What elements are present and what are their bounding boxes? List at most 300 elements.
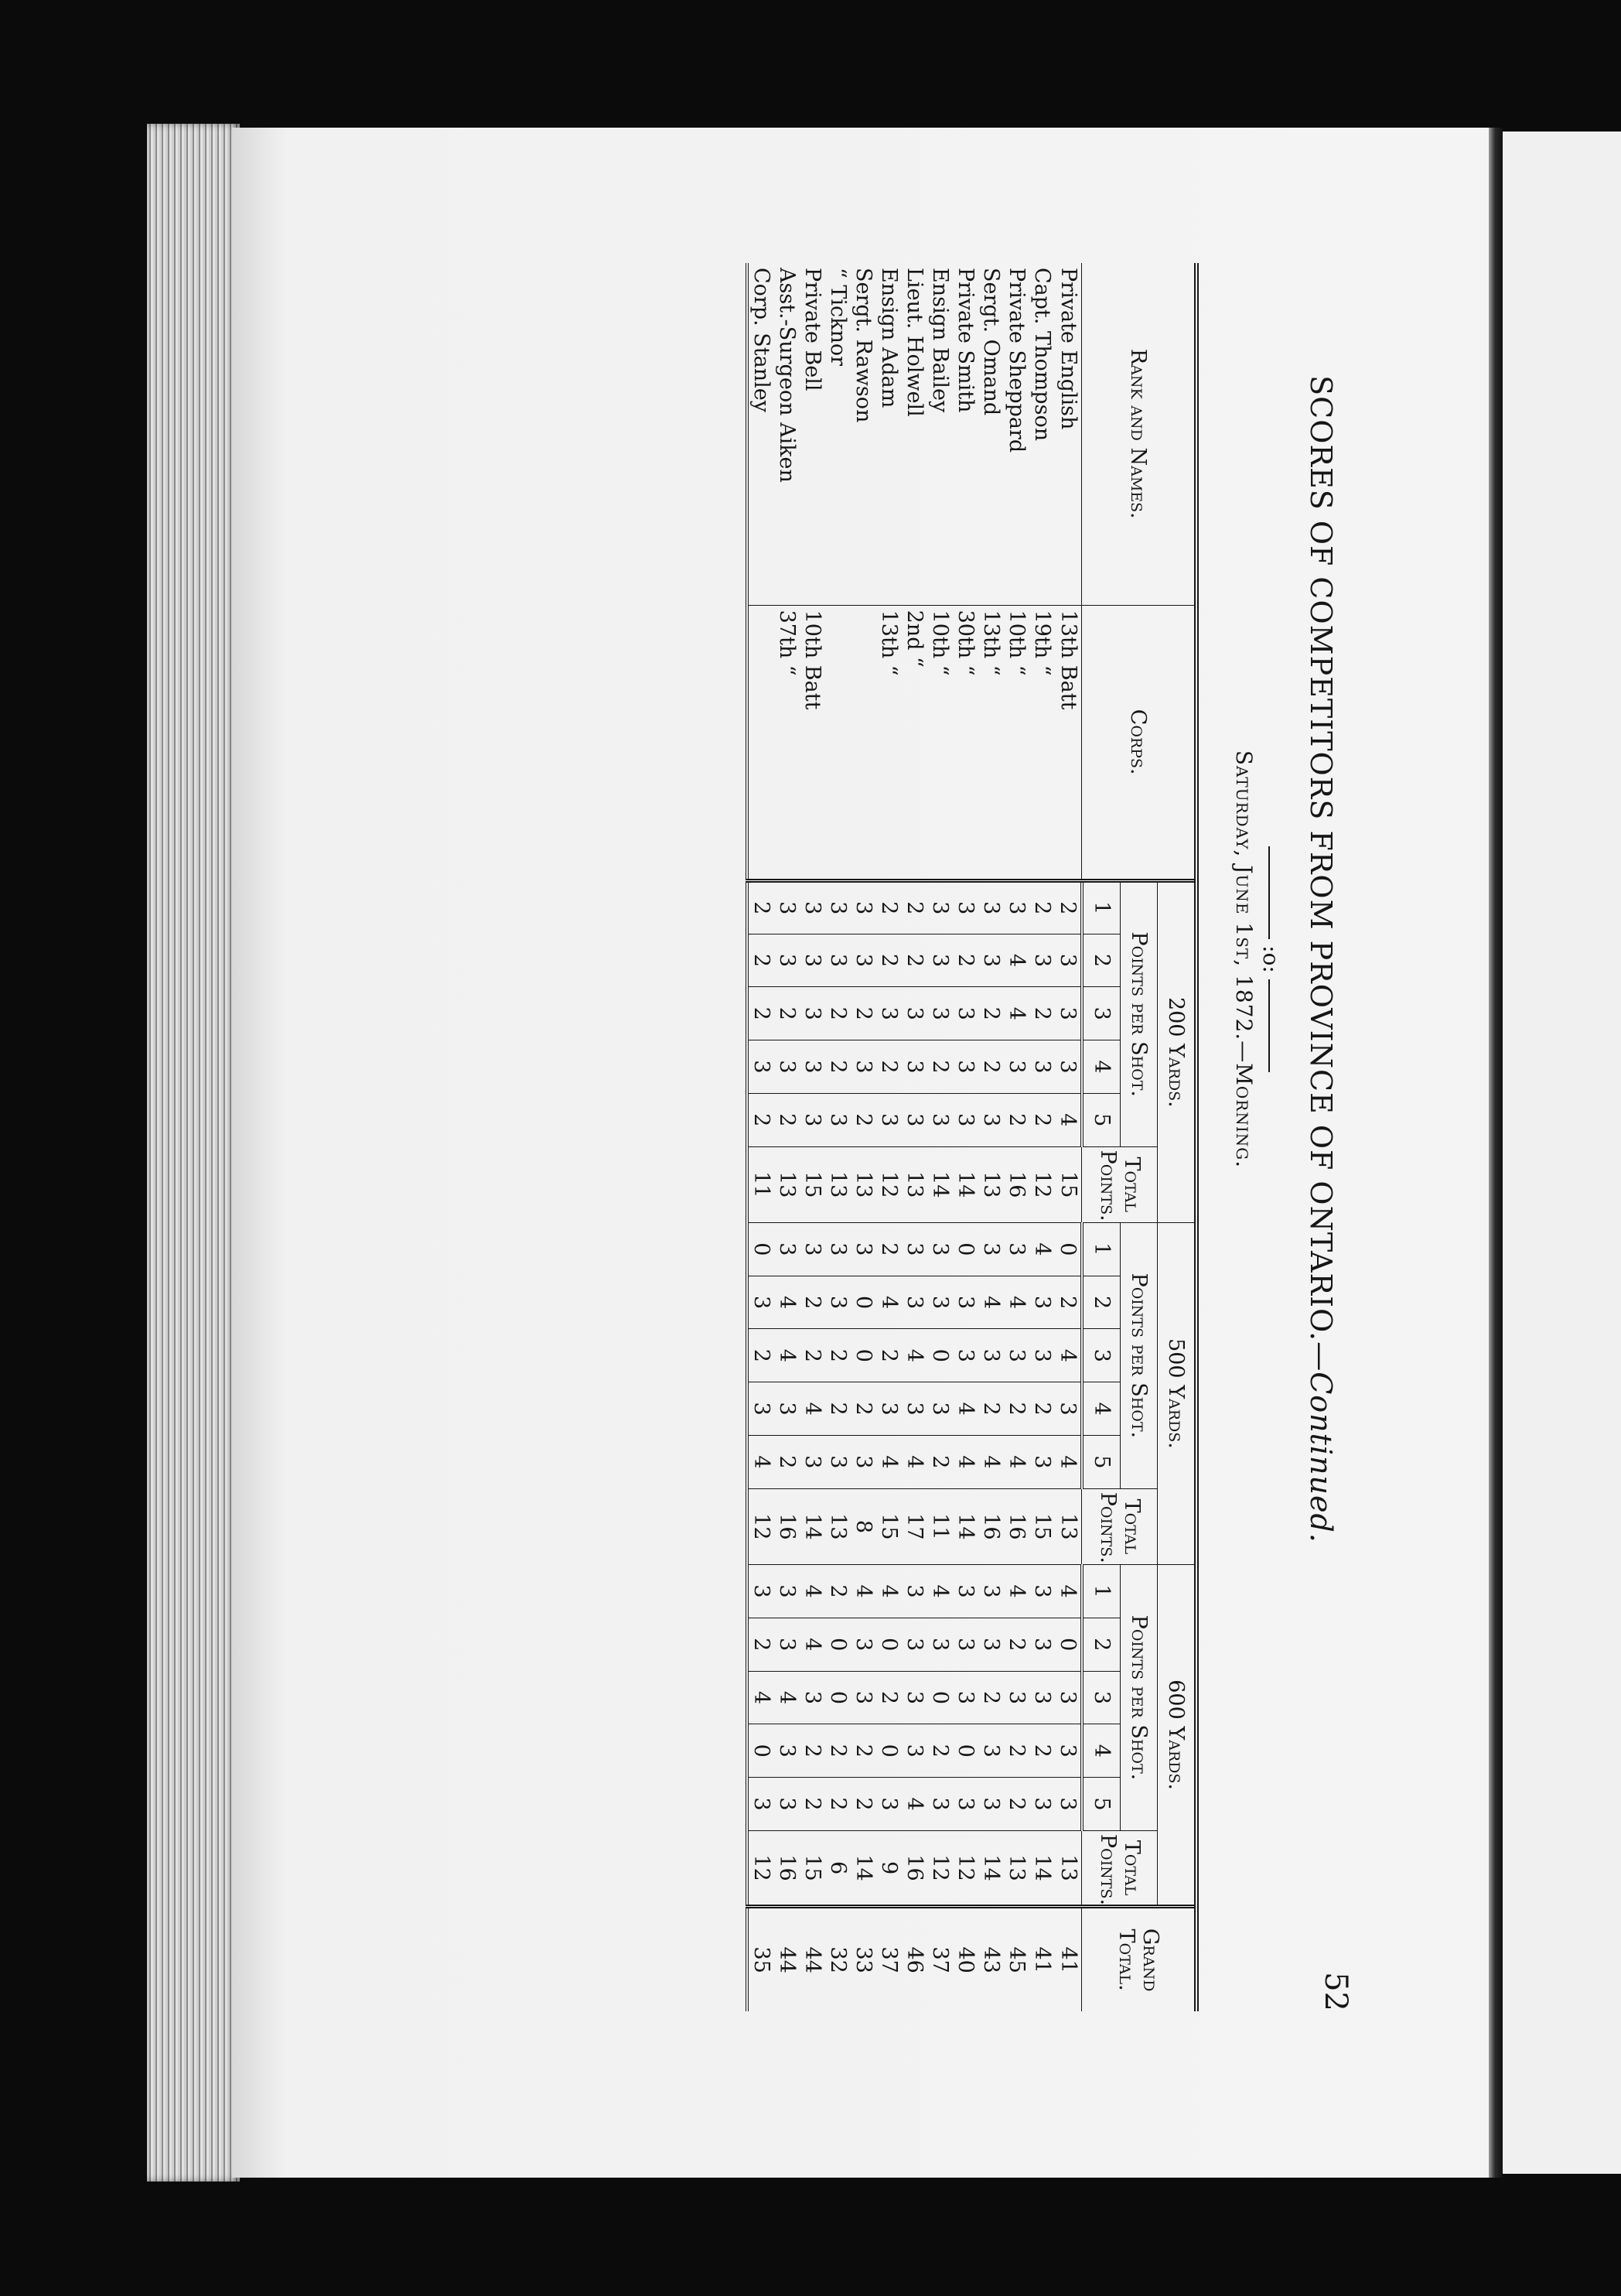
score-600-shot: 3 bbox=[774, 1565, 800, 1618]
table-row bbox=[774, 263, 800, 2011]
total-500: 8 bbox=[851, 1488, 876, 1564]
book-page-edges bbox=[147, 124, 240, 2182]
table-row bbox=[1004, 263, 1029, 2011]
score-200-shot: 4 bbox=[1004, 934, 1029, 987]
grand-total: 37 bbox=[927, 1907, 953, 2011]
score-500-shot: 4 bbox=[953, 1436, 978, 1489]
total-600: 12 bbox=[747, 1830, 774, 1906]
grand-total: 41 bbox=[1055, 1907, 1082, 2011]
score-500-shot: 2 bbox=[825, 1382, 851, 1436]
divider-mark: :o: bbox=[1258, 945, 1284, 973]
score-600-shot: 3 bbox=[851, 1618, 876, 1671]
competitor-name: Capt. Thompson bbox=[1030, 268, 1054, 442]
total-600: 16 bbox=[774, 1830, 800, 1906]
score-600-shot: 2 bbox=[1004, 1618, 1029, 1671]
score-600-shot: 3 bbox=[927, 1778, 953, 1831]
score-500-shot: 4 bbox=[876, 1436, 902, 1489]
competitor-corps: 13th Batt bbox=[1055, 605, 1082, 880]
score-500-shot: 0 bbox=[851, 1276, 876, 1329]
total-500: 11 bbox=[927, 1488, 953, 1564]
score-500-shot: 3 bbox=[747, 1382, 774, 1436]
total-200: 15 bbox=[1055, 1146, 1082, 1222]
score-600-shot: 3 bbox=[1055, 1724, 1082, 1778]
score-200-shot: 3 bbox=[1029, 934, 1055, 987]
total-500: 15 bbox=[876, 1488, 902, 1564]
shot-number-header: 5 bbox=[1082, 1093, 1121, 1146]
score-500-shot: 4 bbox=[1055, 1436, 1082, 1489]
total-500: 14 bbox=[953, 1488, 978, 1564]
competitor-corps bbox=[851, 605, 876, 880]
score-500-shot: 3 bbox=[927, 1222, 953, 1276]
score-500-shot: 4 bbox=[978, 1436, 1004, 1489]
shot-number-header: 2 bbox=[1082, 1276, 1121, 1329]
score-200-shot: 3 bbox=[825, 1093, 851, 1146]
shot-number-header: 5 bbox=[1082, 1436, 1121, 1489]
score-200-shot: 3 bbox=[1004, 880, 1029, 934]
score-600-shot: 3 bbox=[953, 1565, 978, 1618]
score-200-shot: 3 bbox=[825, 880, 851, 934]
total-500: 17 bbox=[902, 1488, 927, 1564]
score-200-shot: 3 bbox=[902, 1093, 927, 1146]
total-200: 11 bbox=[747, 1146, 774, 1222]
competitor-corps: 2nd “ bbox=[902, 605, 927, 880]
score-500-shot: 2 bbox=[747, 1329, 774, 1382]
total-600: 13 bbox=[1055, 1830, 1082, 1906]
score-200-shot: 2 bbox=[1055, 880, 1082, 934]
competitor-corps: 13th “ bbox=[978, 605, 1004, 880]
total-500: 13 bbox=[825, 1488, 851, 1564]
score-600-shot: 4 bbox=[851, 1565, 876, 1618]
score-600-shot: 4 bbox=[1004, 1565, 1029, 1618]
score-500-shot: 0 bbox=[953, 1222, 978, 1276]
score-600-shot: 2 bbox=[800, 1724, 825, 1778]
competitor-corps: 30th “ bbox=[953, 605, 978, 880]
score-200-shot: 3 bbox=[978, 880, 1004, 934]
title-text: SCORES OF COMPETITORS FROM PROVINCE OF ONTARIO. bbox=[1304, 375, 1338, 1342]
header-600-points-per-shot: Points per Shot. bbox=[1121, 1565, 1158, 1831]
score-500-shot: 2 bbox=[927, 1436, 953, 1489]
score-500-shot: 3 bbox=[825, 1436, 851, 1489]
score-200-shot: 2 bbox=[927, 1040, 953, 1094]
shot-number-header: 2 bbox=[1082, 1618, 1121, 1671]
header-200-points-per-shot: Points per Shot. bbox=[1121, 880, 1158, 1146]
score-600-shot: 4 bbox=[927, 1565, 953, 1618]
score-200-shot: 3 bbox=[927, 987, 953, 1040]
grand-total: 35 bbox=[747, 1907, 774, 2011]
score-500-shot: 3 bbox=[851, 1436, 876, 1489]
total-500: 13 bbox=[1055, 1488, 1082, 1564]
competitor-name: Ensign Adam bbox=[877, 268, 901, 408]
score-200-shot: 2 bbox=[978, 1040, 1004, 1094]
score-600-shot: 2 bbox=[851, 1778, 876, 1831]
score-600-shot: 3 bbox=[1004, 1671, 1029, 1724]
total-200: 13 bbox=[902, 1146, 927, 1222]
score-500-shot: 3 bbox=[1055, 1382, 1082, 1436]
shot-number-header: 3 bbox=[1082, 1329, 1121, 1382]
shot-number-header: 4 bbox=[1082, 1040, 1121, 1094]
grand-total: 32 bbox=[825, 1907, 851, 2011]
score-200-shot: 3 bbox=[851, 1040, 876, 1094]
score-500-shot: 0 bbox=[1055, 1222, 1082, 1276]
total-200: 13 bbox=[774, 1146, 800, 1222]
score-200-shot: 3 bbox=[1004, 1040, 1029, 1094]
score-500-shot: 2 bbox=[1004, 1382, 1029, 1436]
total-600: 16 bbox=[902, 1830, 927, 1906]
score-500-shot: 2 bbox=[774, 1436, 800, 1489]
header-200-yards: 200 Yards. bbox=[1158, 880, 1197, 1222]
score-500-shot: 3 bbox=[800, 1436, 825, 1489]
competitor-corps: 13th “ bbox=[876, 605, 902, 880]
score-600-shot: 0 bbox=[876, 1724, 902, 1778]
shot-number-header: 2 bbox=[1082, 934, 1121, 987]
total-500: 16 bbox=[978, 1488, 1004, 1564]
score-500-shot: 3 bbox=[902, 1382, 927, 1436]
shot-number-header: 1 bbox=[1082, 1222, 1121, 1276]
score-200-shot: 2 bbox=[747, 880, 774, 934]
score-200-shot: 3 bbox=[953, 1093, 978, 1146]
total-200: 14 bbox=[953, 1146, 978, 1222]
score-200-shot: 3 bbox=[800, 880, 825, 934]
score-200-shot: 3 bbox=[902, 1040, 927, 1094]
total-200: 16 bbox=[1004, 1146, 1029, 1222]
score-200-shot: 3 bbox=[1055, 1040, 1082, 1094]
score-500-shot: 3 bbox=[1029, 1436, 1055, 1489]
header-corps: Corps. bbox=[1082, 605, 1196, 880]
score-200-shot: 3 bbox=[800, 1093, 825, 1146]
header-grand-total: Grand Total. bbox=[1082, 1907, 1196, 2011]
total-600: 15 bbox=[800, 1830, 825, 1906]
score-600-shot: 4 bbox=[747, 1671, 774, 1724]
score-500-shot: 3 bbox=[953, 1329, 978, 1382]
score-600-shot: 3 bbox=[978, 1565, 1004, 1618]
score-500-shot: 4 bbox=[747, 1436, 774, 1489]
total-200: 13 bbox=[978, 1146, 1004, 1222]
score-600-shot: 0 bbox=[953, 1724, 978, 1778]
score-200-shot: 3 bbox=[953, 880, 978, 934]
score-600-shot: 2 bbox=[800, 1778, 825, 1831]
score-200-shot: 3 bbox=[851, 880, 876, 934]
score-600-shot: 3 bbox=[1055, 1671, 1082, 1724]
total-500: 16 bbox=[1004, 1488, 1029, 1564]
table-row bbox=[978, 263, 1004, 2011]
total-600: 9 bbox=[876, 1830, 902, 1906]
shot-number-header: 4 bbox=[1082, 1382, 1121, 1436]
score-500-shot: 2 bbox=[876, 1329, 902, 1382]
score-200-shot: 2 bbox=[902, 934, 927, 987]
score-200-shot: 3 bbox=[851, 934, 876, 987]
score-200-shot: 2 bbox=[1029, 880, 1055, 934]
total-600: 14 bbox=[978, 1830, 1004, 1906]
competitor-corps: 19th “ bbox=[1029, 605, 1055, 880]
score-200-shot: 2 bbox=[876, 934, 902, 987]
score-200-shot: 3 bbox=[825, 934, 851, 987]
score-200-shot: 2 bbox=[851, 1093, 876, 1146]
header-500-points-per-shot: Points per Shot. bbox=[1121, 1222, 1158, 1488]
competitor-name: Private English bbox=[1056, 268, 1080, 430]
header-rank-names: Rank and Names. bbox=[1082, 263, 1196, 605]
score-600-shot: 4 bbox=[902, 1778, 927, 1831]
grand-total: 45 bbox=[1004, 1907, 1029, 2011]
table-row bbox=[1029, 263, 1055, 2011]
score-200-shot: 3 bbox=[800, 987, 825, 1040]
score-500-shot: 4 bbox=[876, 1276, 902, 1329]
shot-number-header: 3 bbox=[1082, 987, 1121, 1040]
header-500-yards: 500 Yards. bbox=[1158, 1222, 1197, 1564]
score-200-shot: 3 bbox=[1029, 1040, 1055, 1094]
score-200-shot: 3 bbox=[747, 1040, 774, 1094]
score-500-shot: 3 bbox=[825, 1222, 851, 1276]
competitor-name: Lieut. Holwell bbox=[903, 268, 927, 417]
scores-table bbox=[746, 263, 1199, 2011]
score-600-shot: 3 bbox=[800, 1671, 825, 1724]
table-row bbox=[825, 263, 851, 2011]
grand-total: 37 bbox=[876, 1907, 902, 2011]
table-row bbox=[800, 263, 825, 2011]
score-600-shot: 3 bbox=[953, 1778, 978, 1831]
shot-number-header: 3 bbox=[1082, 1671, 1121, 1724]
title-divider bbox=[1258, 263, 1284, 1655]
score-200-shot: 2 bbox=[825, 1040, 851, 1094]
score-600-shot: 3 bbox=[927, 1618, 953, 1671]
score-500-shot: 3 bbox=[902, 1276, 927, 1329]
score-600-shot: 3 bbox=[851, 1671, 876, 1724]
total-600: 6 bbox=[825, 1830, 851, 1906]
score-200-shot: 2 bbox=[876, 1040, 902, 1094]
score-200-shot: 3 bbox=[978, 1093, 1004, 1146]
score-500-shot: 3 bbox=[902, 1222, 927, 1276]
total-200: 12 bbox=[876, 1146, 902, 1222]
total-200: 13 bbox=[825, 1146, 851, 1222]
score-500-shot: 3 bbox=[1029, 1329, 1055, 1382]
score-500-shot: 0 bbox=[747, 1222, 774, 1276]
shot-number-header: 1 bbox=[1082, 1565, 1121, 1618]
score-500-shot: 3 bbox=[1029, 1276, 1055, 1329]
score-600-shot: 0 bbox=[747, 1724, 774, 1778]
score-600-shot: 0 bbox=[927, 1671, 953, 1724]
competitor-corps: 37th “ bbox=[774, 605, 800, 880]
score-200-shot: 2 bbox=[1004, 1093, 1029, 1146]
score-200-shot: 3 bbox=[927, 1093, 953, 1146]
score-600-shot: 0 bbox=[1055, 1618, 1082, 1671]
book-gutter bbox=[1489, 128, 1503, 2178]
score-500-shot: 2 bbox=[978, 1382, 1004, 1436]
score-200-shot: 3 bbox=[800, 1040, 825, 1094]
score-600-shot: 3 bbox=[1029, 1618, 1055, 1671]
grand-total: 43 bbox=[978, 1907, 1004, 2011]
score-200-shot: 2 bbox=[825, 987, 851, 1040]
score-600-shot: 3 bbox=[774, 1724, 800, 1778]
score-500-shot: 2 bbox=[800, 1329, 825, 1382]
grand-total: 33 bbox=[851, 1907, 876, 2011]
shot-number-header: 5 bbox=[1082, 1778, 1121, 1831]
score-600-shot: 3 bbox=[774, 1618, 800, 1671]
score-500-shot: 3 bbox=[978, 1329, 1004, 1382]
score-500-shot: 4 bbox=[902, 1436, 927, 1489]
score-600-shot: 2 bbox=[978, 1671, 1004, 1724]
score-200-shot: 2 bbox=[953, 934, 978, 987]
header-200-total-points: Total Points. bbox=[1082, 1146, 1158, 1222]
score-200-shot: 2 bbox=[774, 1093, 800, 1146]
total-600: 12 bbox=[953, 1830, 978, 1906]
competitor-name: Sergt. Omand bbox=[979, 268, 1003, 416]
score-600-shot: 3 bbox=[1055, 1778, 1082, 1831]
score-200-shot: 3 bbox=[876, 987, 902, 1040]
score-500-shot: 3 bbox=[876, 1382, 902, 1436]
score-200-shot: 3 bbox=[927, 880, 953, 934]
score-200-shot: 3 bbox=[902, 987, 927, 1040]
score-500-shot: 3 bbox=[978, 1222, 1004, 1276]
score-200-shot: 3 bbox=[978, 934, 1004, 987]
score-600-shot: 0 bbox=[876, 1618, 902, 1671]
score-200-shot: 3 bbox=[953, 987, 978, 1040]
total-200: 14 bbox=[927, 1146, 953, 1222]
competitor-corps: 10th “ bbox=[1004, 605, 1029, 880]
score-600-shot: 3 bbox=[902, 1724, 927, 1778]
score-600-shot: 3 bbox=[902, 1565, 927, 1618]
score-600-shot: 3 bbox=[1029, 1778, 1055, 1831]
grand-total: 46 bbox=[902, 1907, 927, 2011]
score-200-shot: 3 bbox=[800, 934, 825, 987]
score-500-shot: 4 bbox=[1004, 1276, 1029, 1329]
header-600-yards: 600 Yards. bbox=[1158, 1565, 1197, 1907]
score-200-shot: 2 bbox=[774, 987, 800, 1040]
score-600-shot: 2 bbox=[1029, 1724, 1055, 1778]
score-200-shot: 2 bbox=[978, 987, 1004, 1040]
score-500-shot: 4 bbox=[1029, 1222, 1055, 1276]
score-500-shot: 2 bbox=[1055, 1276, 1082, 1329]
score-500-shot: 4 bbox=[774, 1276, 800, 1329]
score-600-shot: 3 bbox=[902, 1671, 927, 1724]
total-200: 15 bbox=[800, 1146, 825, 1222]
score-500-shot: 2 bbox=[876, 1222, 902, 1276]
score-200-shot: 2 bbox=[902, 880, 927, 934]
score-200-shot: 3 bbox=[1055, 987, 1082, 1040]
grand-total: 40 bbox=[953, 1907, 978, 2011]
competitor-name: Private Sheppard bbox=[1005, 268, 1029, 453]
total-600: 14 bbox=[1029, 1830, 1055, 1906]
score-500-shot: 4 bbox=[1004, 1436, 1029, 1489]
total-500: 12 bbox=[747, 1488, 774, 1564]
score-600-shot: 4 bbox=[800, 1618, 825, 1671]
score-200-shot: 2 bbox=[1029, 1093, 1055, 1146]
score-500-shot: 4 bbox=[774, 1329, 800, 1382]
score-500-shot: 3 bbox=[774, 1222, 800, 1276]
score-600-shot: 2 bbox=[876, 1671, 902, 1724]
total-500: 16 bbox=[774, 1488, 800, 1564]
score-200-shot: 3 bbox=[953, 1040, 978, 1094]
header-500-total-points: Total Points. bbox=[1082, 1488, 1158, 1564]
competitor-name: Private Smith bbox=[954, 268, 978, 413]
score-500-shot: 4 bbox=[902, 1329, 927, 1382]
score-200-shot: 2 bbox=[851, 987, 876, 1040]
score-600-shot: 2 bbox=[1004, 1778, 1029, 1831]
score-600-shot: 3 bbox=[978, 1618, 1004, 1671]
competitor-name: “ Ticknor bbox=[826, 268, 850, 367]
score-200-shot: 3 bbox=[876, 1093, 902, 1146]
shot-number-header: 4 bbox=[1082, 1724, 1121, 1778]
table-row bbox=[876, 263, 902, 2011]
table-row bbox=[1055, 263, 1082, 2011]
score-600-shot: 0 bbox=[825, 1618, 851, 1671]
competitor-name: Ensign Bailey bbox=[928, 268, 952, 413]
score-500-shot: 2 bbox=[1029, 1382, 1055, 1436]
score-600-shot: 4 bbox=[1055, 1565, 1082, 1618]
total-600: 14 bbox=[851, 1830, 876, 1906]
score-600-shot: 2 bbox=[825, 1778, 851, 1831]
score-200-shot: 2 bbox=[747, 1093, 774, 1146]
score-500-shot: 4 bbox=[800, 1382, 825, 1436]
grand-total: 44 bbox=[800, 1907, 825, 2011]
score-500-shot: 3 bbox=[825, 1276, 851, 1329]
scores-body bbox=[747, 263, 1082, 2011]
score-500-shot: 3 bbox=[774, 1382, 800, 1436]
grand-total: 41 bbox=[1029, 1907, 1055, 2011]
score-200-shot: 3 bbox=[774, 934, 800, 987]
score-500-shot: 3 bbox=[747, 1276, 774, 1329]
title-continued: —Continued. bbox=[1304, 1341, 1338, 1543]
score-600-shot: 2 bbox=[825, 1565, 851, 1618]
score-500-shot: 3 bbox=[927, 1382, 953, 1436]
competitor-name: Asst.-Surgeon Aiken bbox=[775, 268, 799, 483]
competitor-name: Corp. Stanley bbox=[747, 263, 774, 605]
score-500-shot: 3 bbox=[953, 1276, 978, 1329]
score-500-shot: 2 bbox=[851, 1382, 876, 1436]
score-200-shot: 3 bbox=[774, 1040, 800, 1094]
score-500-shot: 4 bbox=[953, 1382, 978, 1436]
total-200: 12 bbox=[1029, 1146, 1055, 1222]
competitor-name: Sergt. Rawson bbox=[851, 268, 875, 423]
score-600-shot: 3 bbox=[902, 1618, 927, 1671]
score-600-shot: 0 bbox=[825, 1671, 851, 1724]
score-600-shot: 4 bbox=[876, 1565, 902, 1618]
shot-number-header: 1 bbox=[1082, 880, 1121, 934]
competitor-name: Private Bell bbox=[800, 268, 824, 391]
score-200-shot: 4 bbox=[1004, 987, 1029, 1040]
table-row bbox=[927, 263, 953, 2011]
score-600-shot: 3 bbox=[953, 1618, 978, 1671]
score-600-shot: 2 bbox=[851, 1724, 876, 1778]
score-600-shot: 2 bbox=[747, 1618, 774, 1671]
score-600-shot: 2 bbox=[927, 1724, 953, 1778]
score-200-shot: 2 bbox=[747, 934, 774, 987]
table-row bbox=[747, 263, 774, 2011]
score-200-shot: 2 bbox=[747, 987, 774, 1040]
score-500-shot: 0 bbox=[927, 1329, 953, 1382]
score-600-shot: 4 bbox=[774, 1671, 800, 1724]
score-600-shot: 3 bbox=[1029, 1671, 1055, 1724]
competitor-corps bbox=[747, 605, 774, 880]
total-600: 13 bbox=[1004, 1830, 1029, 1906]
competitor-corps: 10th “ bbox=[927, 605, 953, 880]
total-200: 13 bbox=[851, 1146, 876, 1222]
score-600-shot: 3 bbox=[978, 1778, 1004, 1831]
score-200-shot: 3 bbox=[1055, 934, 1082, 987]
score-600-shot: 3 bbox=[747, 1565, 774, 1618]
score-500-shot: 3 bbox=[1004, 1222, 1029, 1276]
score-200-shot: 4 bbox=[1055, 1093, 1082, 1146]
table-row bbox=[902, 263, 927, 2011]
total-500: 14 bbox=[800, 1488, 825, 1564]
total-600: 12 bbox=[927, 1830, 953, 1906]
score-600-shot: 3 bbox=[747, 1778, 774, 1831]
score-200-shot: 2 bbox=[876, 880, 902, 934]
grand-total: 44 bbox=[774, 1907, 800, 2011]
facing-page bbox=[1503, 132, 1621, 2174]
score-500-shot: 3 bbox=[800, 1222, 825, 1276]
score-600-shot: 3 bbox=[978, 1724, 1004, 1778]
score-500-shot: 3 bbox=[851, 1222, 876, 1276]
score-600-shot: 2 bbox=[1004, 1724, 1029, 1778]
